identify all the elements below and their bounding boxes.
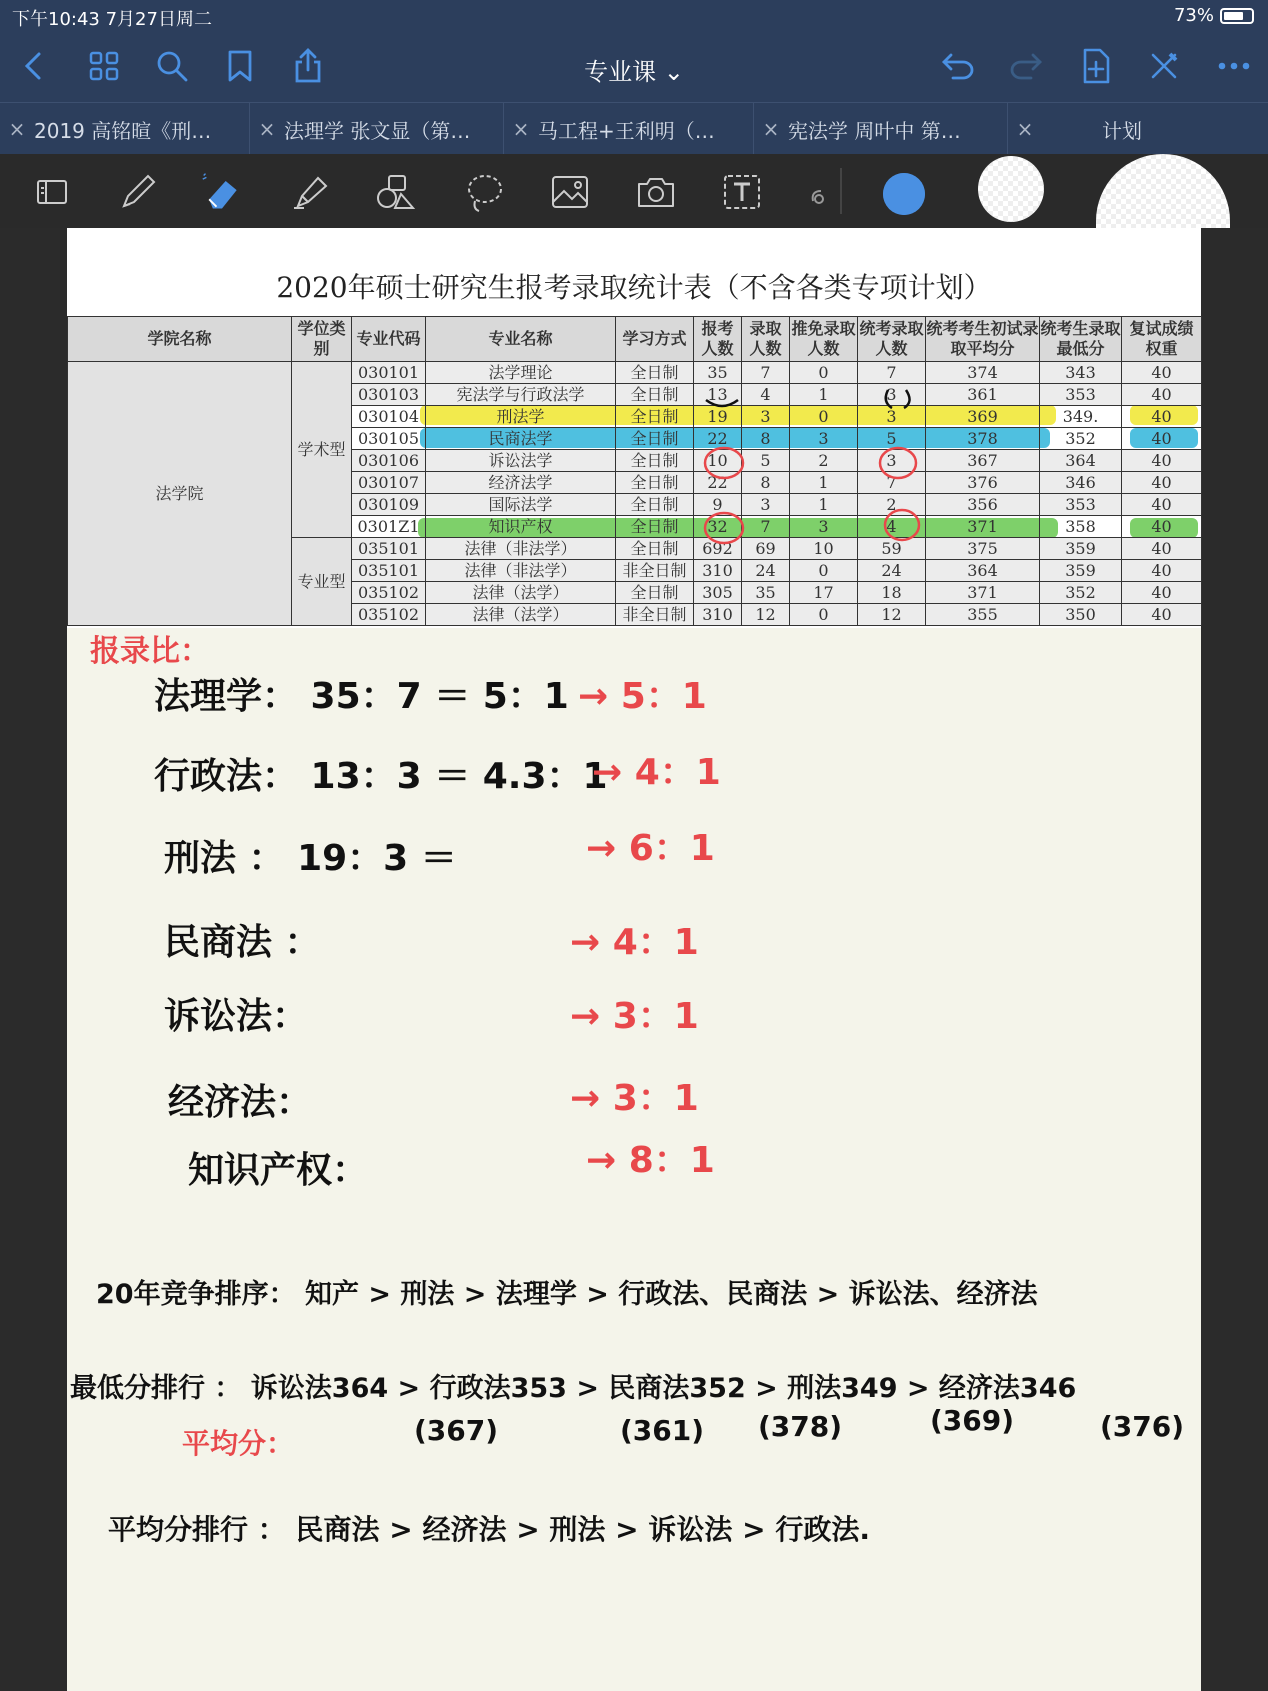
table-cell: 40 — [1122, 362, 1202, 384]
ranking-competition: 20年竞争排序： 知产 > 刑法 > 法理学 > 行政法、民商法 > 诉讼法、经济法 — [96, 1279, 1038, 1310]
table-cell: 7 — [858, 472, 926, 494]
table-cell: 1 — [790, 384, 858, 406]
table-cell: 035101 — [352, 538, 426, 560]
table-cell: 22 — [694, 472, 742, 494]
table-cell: 030104 — [352, 406, 426, 428]
laser-pointer-icon[interactable] — [800, 170, 844, 214]
table-cell: 030106 — [352, 450, 426, 472]
table-cell: 35 — [694, 362, 742, 384]
note-line-left: 法理学： 35：7 ＝ 5：1 — [154, 676, 569, 717]
tab-2[interactable]: × 法理学 张文显（第… — [250, 103, 504, 155]
table-cell: 19 — [694, 406, 742, 428]
table-cell: 32 — [694, 516, 742, 538]
col-header: 复试成绩权重 — [1122, 317, 1202, 362]
tab-close-icon[interactable]: × — [512, 117, 530, 141]
table-cell: 35 — [742, 582, 790, 604]
toolbar-divider — [840, 168, 842, 214]
eraser-icon[interactable] — [200, 170, 244, 214]
table-header-row — [68, 317, 1202, 362]
table-body — [68, 362, 1202, 626]
table-cell: 17 — [790, 582, 858, 604]
tab-close-icon[interactable]: × — [258, 117, 276, 141]
note-line-right: → 8：1 — [586, 1140, 715, 1181]
drawing-toolbar — [0, 154, 1268, 228]
table-cell: 刑法学 — [426, 406, 616, 428]
table-cell: 0 — [790, 362, 858, 384]
table-cell: 030105 — [352, 428, 426, 450]
table-cell: 2 — [858, 494, 926, 516]
table-cell: 356 — [926, 494, 1040, 516]
table-cell: 378 — [926, 428, 1040, 450]
table-cell: 非全日制 — [616, 604, 694, 626]
reader-mode-icon[interactable] — [30, 170, 74, 214]
table-cell: 3 — [858, 450, 926, 472]
table-cell: 0301Z1 — [352, 516, 426, 538]
tab-4[interactable]: × 宪法学 周叶中 第… — [754, 103, 1008, 155]
table-cell: 40 — [1122, 560, 1202, 582]
table-cell: 692 — [694, 538, 742, 560]
note-line-right: → 5：1 — [578, 676, 707, 717]
table-cell: 369 — [926, 406, 1040, 428]
stroke-size-swatch[interactable] — [978, 156, 1044, 222]
table-cell: 法律（法学） — [426, 604, 616, 626]
table-cell: 经济法学 — [426, 472, 616, 494]
avg-score-value: (361) — [620, 1414, 705, 1447]
col-header: 专业名称 — [426, 317, 616, 362]
table-cell: 2 — [790, 450, 858, 472]
table-cell: 359 — [1040, 538, 1122, 560]
col-header: 报考人数 — [694, 317, 742, 362]
table-cell: 40 — [1122, 604, 1202, 626]
table-cell: 361 — [926, 384, 1040, 406]
table-cell: 24 — [858, 560, 926, 582]
table-cell: 030107 — [352, 472, 426, 494]
table-cell: 035101 — [352, 560, 426, 582]
document-title[interactable]: 专业课 ⌄ — [584, 58, 684, 86]
table-cell: 非全日制 — [616, 560, 694, 582]
text-tool-icon[interactable] — [720, 170, 764, 214]
table-cell: 59 — [858, 538, 926, 560]
table-cell: 国际法学 — [426, 494, 616, 516]
table-cell: 035102 — [352, 582, 426, 604]
table-cell: 法律（法学） — [426, 582, 616, 604]
table-cell: 全日制 — [616, 362, 694, 384]
admission-stats-table — [67, 316, 1202, 626]
table-cell: 40 — [1122, 384, 1202, 406]
table-cell: 22 — [694, 428, 742, 450]
table-cell: 343 — [1040, 362, 1122, 384]
note-line-right: → 6：1 — [586, 828, 715, 869]
table-cell: 知识产权 — [426, 516, 616, 538]
note-line-left: 诉讼法： — [164, 996, 309, 1037]
table-cell: 364 — [1040, 450, 1122, 472]
table-cell: 346 — [1040, 472, 1122, 494]
col-header: 推免录取人数 — [790, 317, 858, 362]
col-header: 录取人数 — [742, 317, 790, 362]
more-icon[interactable] — [1214, 46, 1254, 86]
table-cell: 全日制 — [616, 582, 694, 604]
note-line-left: 行政法： 13：3 ＝ 4.3：1 — [154, 756, 608, 797]
table-cell: 371 — [926, 582, 1040, 604]
table-cell: 0 — [790, 604, 858, 626]
table-cell: 355 — [926, 604, 1040, 626]
table-cell: 3 — [742, 494, 790, 516]
table-cell: 宪法学与行政法学 — [426, 384, 616, 406]
tab-close-icon[interactable]: × — [8, 117, 26, 141]
opacity-swatch[interactable] — [1096, 154, 1230, 228]
table-cell: 5 — [858, 428, 926, 450]
camera-icon[interactable] — [634, 170, 678, 214]
table-cell: 7 — [742, 516, 790, 538]
table-cell: 353 — [1040, 384, 1122, 406]
table-cell: 40 — [1122, 450, 1202, 472]
table-cell: 374 — [926, 362, 1040, 384]
table-cell: 全日制 — [616, 450, 694, 472]
table-cell: 诉讼法学 — [426, 450, 616, 472]
table-cell: 全日制 — [616, 538, 694, 560]
shapes-icon[interactable] — [374, 170, 418, 214]
table-cell: 7 — [742, 362, 790, 384]
battery-icon — [1220, 8, 1254, 24]
table-cell: 8 — [742, 428, 790, 450]
pen-icon[interactable] — [116, 170, 160, 214]
table-cell: 310 — [694, 604, 742, 626]
table-cell: 305 — [694, 582, 742, 604]
col-header: 学位类别 — [292, 317, 352, 362]
table-cell: 全日制 — [616, 516, 694, 538]
table-row — [68, 362, 1202, 384]
avg-score-value: (369) — [930, 1404, 1015, 1437]
table-cell: 24 — [742, 560, 790, 582]
table-title: 2020年硕士研究生报考录取统计表（不含各类专项计划） — [276, 271, 992, 304]
table-cell: 法律（非法学） — [426, 538, 616, 560]
table-cell: 364 — [926, 560, 1040, 582]
tab-close-icon[interactable]: × — [1016, 117, 1034, 141]
table-cell: 10 — [790, 538, 858, 560]
table-cell: 18 — [858, 582, 926, 604]
table-cell: 69 — [742, 538, 790, 560]
table-cell: 8 — [742, 472, 790, 494]
avg-score-value: (376) — [1100, 1410, 1185, 1443]
tab-close-icon[interactable]: × — [762, 117, 780, 141]
table-cell: 367 — [926, 450, 1040, 472]
table-cell: 全日制 — [616, 472, 694, 494]
lasso-icon[interactable] — [462, 170, 506, 214]
table-cell: 375 — [926, 538, 1040, 560]
battery-level — [1224, 12, 1243, 20]
table-cell: 3 — [790, 516, 858, 538]
table-cell: 法学理论 — [426, 362, 616, 384]
col-header: 学院名称 — [68, 317, 292, 362]
note-line-left: 刑法 ： 19：3 ＝ — [164, 838, 457, 879]
table-cell: 40 — [1122, 582, 1202, 604]
table-cell: 030103 — [352, 384, 426, 406]
table-cell: 353 — [1040, 494, 1122, 516]
degree-type-cell: 学术型 — [292, 362, 352, 538]
table-cell: 358 — [1040, 516, 1122, 538]
document-tabs — [0, 102, 1268, 154]
ranking-min-score: 最低分排行 ： 诉讼法364 > 行政法353 > 民商法352 > 刑法349 > 经济法346 — [70, 1373, 1077, 1404]
table-cell: 352 — [1040, 582, 1122, 604]
table-cell: 359 — [1040, 560, 1122, 582]
table-cell: 371 — [926, 516, 1040, 538]
status-time: 下午10:43 7月27日周二 — [12, 9, 212, 30]
tools-icon[interactable] — [1144, 46, 1184, 86]
table-cell: 40 — [1122, 472, 1202, 494]
nav-bar — [0, 32, 1268, 102]
col-header: 学习方式 — [616, 317, 694, 362]
table-cell: 4 — [742, 384, 790, 406]
tab-5[interactable]: × 计划 — [1008, 103, 1268, 155]
table-cell: 民商法学 — [426, 428, 616, 450]
table-cell: 12 — [742, 604, 790, 626]
battery-indicator — [1174, 5, 1254, 26]
table-cell: 10 — [694, 450, 742, 472]
table-cell: 3 — [790, 428, 858, 450]
redo-icon[interactable] — [1006, 46, 1046, 86]
note-line-left: 民商法 ： — [164, 922, 321, 963]
col-header: 统考生录取最低分 — [1040, 317, 1122, 362]
table-cell: 40 — [1122, 538, 1202, 560]
battery-percent: 73% — [1173, 5, 1214, 26]
col-header: 统考考生初试录取平均分 — [926, 317, 1040, 362]
highlighter-icon[interactable] — [288, 170, 332, 214]
table-cell: 全日制 — [616, 406, 694, 428]
status-bar — [0, 0, 1268, 32]
note-heading: 报录比： — [90, 634, 210, 669]
table-cell: 350 — [1040, 604, 1122, 626]
table-cell: 全日制 — [616, 384, 694, 406]
avg-score-value: (367) — [414, 1414, 499, 1447]
college-name-cell: 法学院 — [68, 362, 292, 626]
table-cell: 全日制 — [616, 428, 694, 450]
table-cell: 310 — [694, 560, 742, 582]
table-cell: 1 — [790, 472, 858, 494]
image-icon[interactable] — [548, 170, 592, 214]
note-line-left: 经济法： — [168, 1082, 313, 1123]
note-line-right: → 4：1 — [592, 752, 721, 793]
table-cell: 0 — [790, 406, 858, 428]
undo-icon[interactable] — [938, 46, 978, 86]
table-cell: 13 — [694, 384, 742, 406]
table-cell: 030101 — [352, 362, 426, 384]
col-header: 统考录取人数 — [858, 317, 926, 362]
table-cell: 40 — [1122, 406, 1202, 428]
table-cell: 40 — [1122, 494, 1202, 516]
table-cell: 035102 — [352, 604, 426, 626]
color-swatch-selected[interactable] — [883, 173, 925, 215]
table-cell: 9 — [694, 494, 742, 516]
table-cell: 3 — [742, 406, 790, 428]
note-line-left: 知识产权： — [188, 1150, 369, 1191]
col-header: 专业代码 — [352, 317, 426, 362]
add-page-icon[interactable] — [1076, 46, 1116, 86]
note-line-right: → 3：1 — [570, 996, 699, 1037]
tab-1[interactable]: × 2019 高铭暄《刑… — [0, 103, 250, 155]
table-cell: 5 — [742, 450, 790, 472]
table-cell: 40 — [1122, 428, 1202, 450]
table-cell: 12 — [858, 604, 926, 626]
table-cell: 4 — [858, 516, 926, 538]
table-cell: 40 — [1122, 516, 1202, 538]
avg-score-value: (378) — [758, 1410, 843, 1443]
table-cell: 376 — [926, 472, 1040, 494]
note-line-right: → 4：1 — [570, 922, 699, 963]
note-line-right: → 3：1 — [570, 1078, 699, 1119]
table-cell: 全日制 — [616, 494, 694, 516]
table-cell: 030109 — [352, 494, 426, 516]
table-cell: 0 — [790, 560, 858, 582]
table-cell: 352 — [1040, 428, 1122, 450]
table-cell: 3 — [858, 384, 926, 406]
table-cell: 7 — [858, 362, 926, 384]
ranking-avg-score: 平均分排行 ： 民商法 > 经济法 > 刑法 > 诉讼法 > 行政法. — [108, 1513, 870, 1546]
table-cell: 349. — [1040, 406, 1122, 428]
table-cell: 3 — [858, 406, 926, 428]
degree-type-cell: 专业型 — [292, 538, 352, 626]
table-cell: 1 — [790, 494, 858, 516]
tab-3[interactable]: × 马工程+王利明（… — [504, 103, 754, 155]
avg-score-label: 平均分： — [182, 1427, 295, 1460]
table-cell: 法律（非法学） — [426, 560, 616, 582]
